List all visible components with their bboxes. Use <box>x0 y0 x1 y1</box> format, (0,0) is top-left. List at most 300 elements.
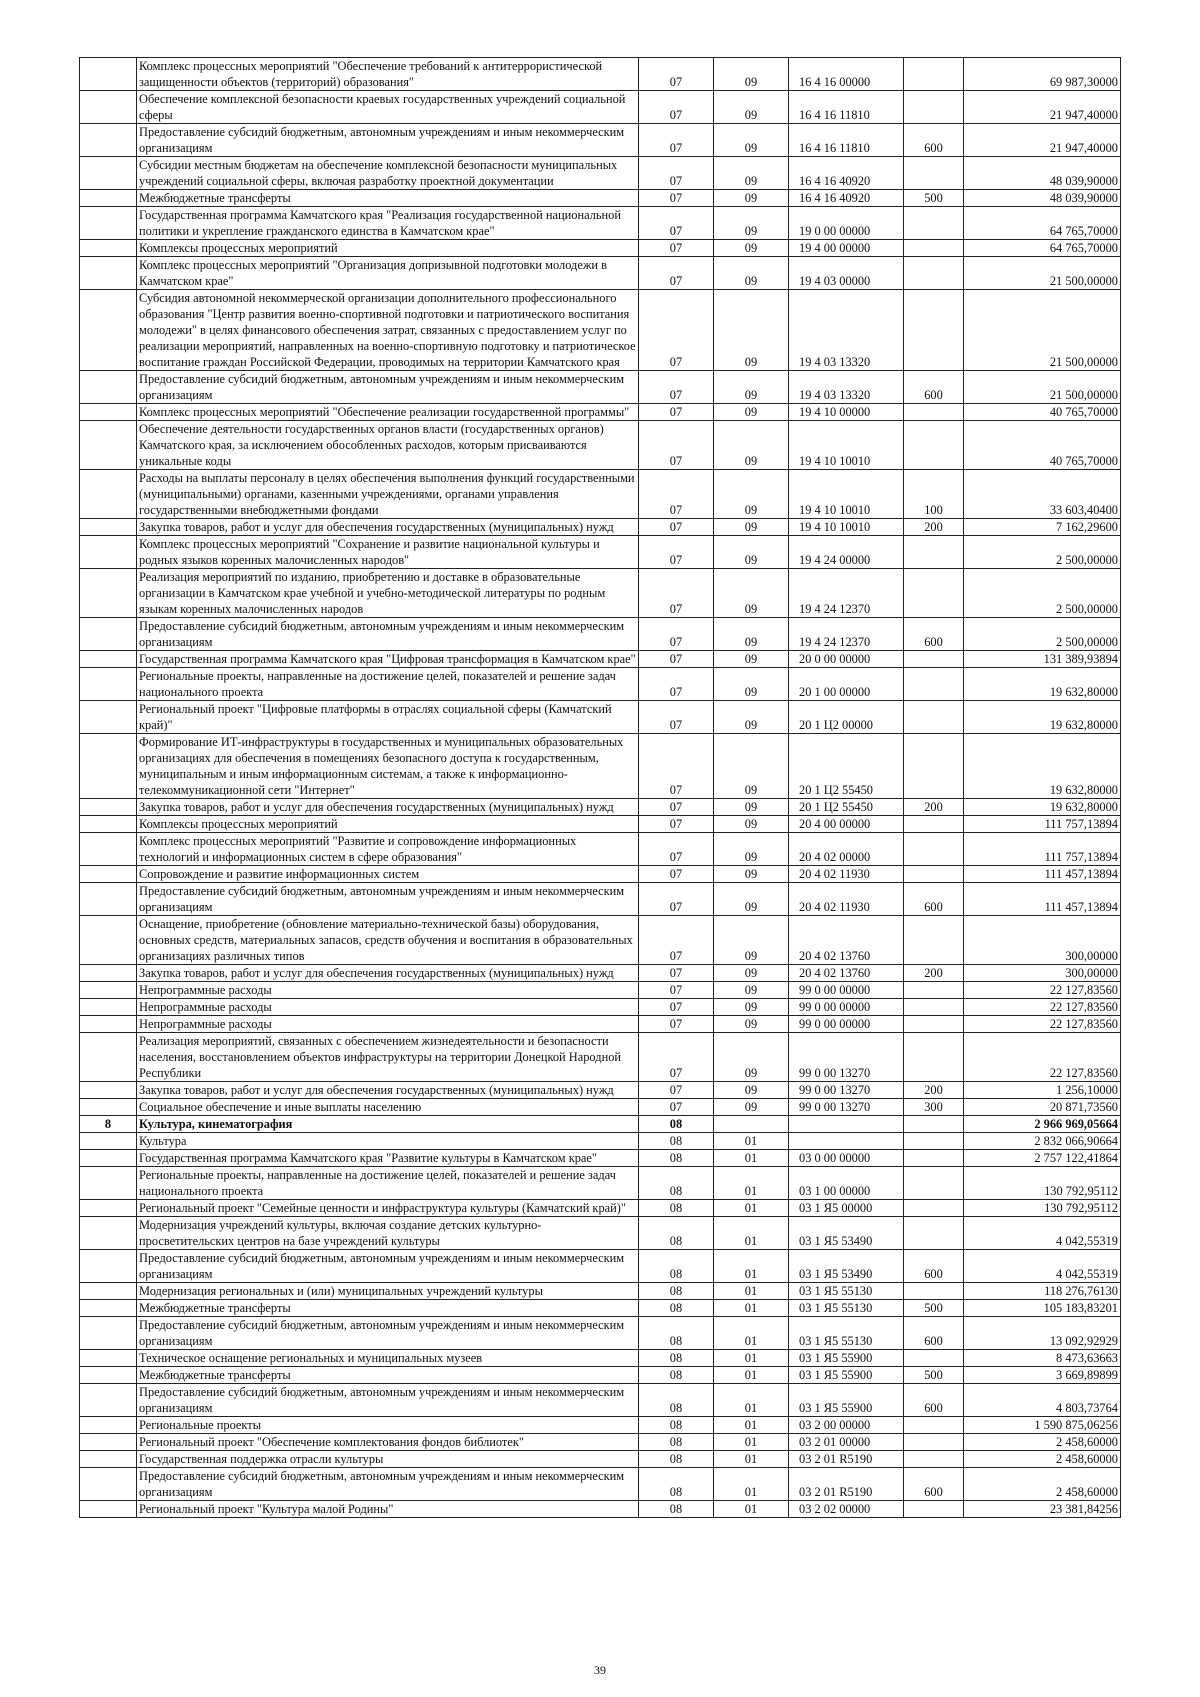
section-code-cell: 07 <box>639 190 714 207</box>
target-article-cell: 99 0 00 00000 <box>789 982 904 999</box>
target-article-cell: 20 1 00 00000 <box>789 668 904 701</box>
expense-type-cell <box>904 1033 964 1082</box>
row-name-cell: Обеспечение комплексной безопасности краевых государственных учреждений социальной сферы <box>137 91 639 124</box>
amount-cell: 111 457,13894 <box>964 883 1121 916</box>
target-article-cell: 03 1 Я5 55130 <box>789 1283 904 1300</box>
amount-cell: 300,00000 <box>964 965 1121 982</box>
expense-type-cell: 200 <box>904 519 964 536</box>
section-code-cell: 08 <box>639 1250 714 1283</box>
subsection-code-cell: 09 <box>714 421 789 470</box>
amount-cell: 2 757 122,41864 <box>964 1150 1121 1167</box>
row-number-cell <box>80 371 137 404</box>
row-name-cell: Комплекс процессных мероприятий "Организация допризывной подготовки молодежи в Камчатском крае" <box>137 257 639 290</box>
amount-cell: 64 765,70000 <box>964 207 1121 240</box>
table-row <box>80 1200 1121 1217</box>
amount-cell: 21 947,40000 <box>964 91 1121 124</box>
table-row <box>80 1250 1121 1283</box>
row-number-cell <box>80 982 137 999</box>
section-code-cell: 07 <box>639 470 714 519</box>
section-code-cell: 07 <box>639 1082 714 1099</box>
table-row <box>80 1283 1121 1300</box>
section-code-cell: 07 <box>639 965 714 982</box>
subsection-code-cell: 01 <box>714 1384 789 1417</box>
section-code-cell: 07 <box>639 404 714 421</box>
expense-type-cell <box>904 157 964 190</box>
subsection-code-cell: 01 <box>714 1434 789 1451</box>
row-number-cell <box>80 190 137 207</box>
budget-table-body <box>80 58 1121 1518</box>
table-row <box>80 536 1121 569</box>
target-article-cell: 99 0 00 00000 <box>789 1016 904 1033</box>
target-article-cell: 03 2 01 R5190 <box>789 1468 904 1501</box>
amount-cell: 2 500,00000 <box>964 536 1121 569</box>
target-article-cell: 19 4 24 12370 <box>789 569 904 618</box>
expense-type-cell: 600 <box>904 1384 964 1417</box>
row-name-cell: Межбюджетные трансферты <box>137 190 639 207</box>
target-article-cell: 19 4 24 00000 <box>789 536 904 569</box>
amount-cell: 19 632,80000 <box>964 799 1121 816</box>
amount-cell: 4 803,73764 <box>964 1384 1121 1417</box>
row-number-cell: 8 <box>80 1116 137 1133</box>
section-code-cell: 08 <box>639 1417 714 1434</box>
row-name-cell: Предоставление субсидий бюджетным, автономным учреждениям и иным некоммерческим организациям <box>137 124 639 157</box>
expense-type-cell <box>904 999 964 1016</box>
subsection-code-cell: 09 <box>714 799 789 816</box>
amount-cell: 19 632,80000 <box>964 701 1121 734</box>
table-row <box>80 1099 1121 1116</box>
subsection-code-cell: 09 <box>714 982 789 999</box>
table-row <box>80 618 1121 651</box>
subsection-code-cell: 01 <box>714 1150 789 1167</box>
section-code-cell: 07 <box>639 421 714 470</box>
amount-cell: 40 765,70000 <box>964 404 1121 421</box>
expense-type-cell: 100 <box>904 470 964 519</box>
expense-type-cell <box>904 833 964 866</box>
row-name-cell: Техническое оснащение региональных и муниципальных музеев <box>137 1350 639 1367</box>
row-name-cell: Сопровождение и развитие информационных систем <box>137 866 639 883</box>
amount-cell: 33 603,40400 <box>964 470 1121 519</box>
target-article-cell: 19 4 10 00000 <box>789 404 904 421</box>
amount-cell: 2 458,60000 <box>964 1451 1121 1468</box>
expense-type-cell: 500 <box>904 190 964 207</box>
target-article-cell: 03 1 00 00000 <box>789 1167 904 1200</box>
table-row <box>80 1384 1121 1417</box>
expense-type-cell <box>904 651 964 668</box>
expense-type-cell <box>904 1350 964 1367</box>
expense-type-cell <box>904 1200 964 1217</box>
page-number: 39 <box>594 1663 606 1677</box>
expense-type-cell <box>904 916 964 965</box>
row-number-cell <box>80 157 137 190</box>
target-article-cell: 19 0 00 00000 <box>789 207 904 240</box>
row-name-cell: Государственная программа Камчатского края "Развитие культуры в Камчатском крае" <box>137 1150 639 1167</box>
target-article-cell: 03 1 Я5 00000 <box>789 1200 904 1217</box>
row-number-cell <box>80 1133 137 1150</box>
table-row <box>80 569 1121 618</box>
table-row <box>80 207 1121 240</box>
section-code-cell: 07 <box>639 883 714 916</box>
row-number-cell <box>80 1200 137 1217</box>
section-code-cell: 08 <box>639 1317 714 1350</box>
subsection-code-cell: 01 <box>714 1417 789 1434</box>
subsection-code-cell: 09 <box>714 734 789 799</box>
subsection-code-cell: 09 <box>714 701 789 734</box>
row-name-cell: Непрограммные расходы <box>137 1016 639 1033</box>
section-code-cell: 07 <box>639 124 714 157</box>
row-number-cell <box>80 207 137 240</box>
subsection-code-cell: 09 <box>714 816 789 833</box>
target-article-cell <box>789 1116 904 1133</box>
expense-type-cell <box>904 1016 964 1033</box>
table-row <box>80 982 1121 999</box>
subsection-code-cell: 01 <box>714 1451 789 1468</box>
amount-cell: 4 042,55319 <box>964 1217 1121 1250</box>
section-code-cell: 08 <box>639 1434 714 1451</box>
row-name-cell: Закупка товаров, работ и услуг для обеспечения государственных (муниципальных) нужд <box>137 1082 639 1099</box>
row-name-cell: Непрограммные расходы <box>137 999 639 1016</box>
row-name-cell: Государственная поддержка отрасли культуры <box>137 1451 639 1468</box>
subsection-code-cell: 01 <box>714 1217 789 1250</box>
amount-cell: 48 039,90000 <box>964 190 1121 207</box>
subsection-code-cell: 09 <box>714 1033 789 1082</box>
expense-type-cell <box>904 257 964 290</box>
row-number-cell <box>80 816 137 833</box>
subsection-code-cell: 09 <box>714 124 789 157</box>
subsection-code-cell: 09 <box>714 157 789 190</box>
row-number-cell <box>80 58 137 91</box>
row-number-cell <box>80 1016 137 1033</box>
amount-cell: 13 092,92929 <box>964 1317 1121 1350</box>
target-article-cell: 03 1 Я5 55130 <box>789 1317 904 1350</box>
row-number-cell <box>80 1217 137 1250</box>
expense-type-cell <box>904 1217 964 1250</box>
row-number-cell <box>80 1468 137 1501</box>
subsection-code-cell: 09 <box>714 190 789 207</box>
amount-cell: 22 127,83560 <box>964 982 1121 999</box>
target-article-cell: 99 0 00 13270 <box>789 1082 904 1099</box>
row-number-cell <box>80 799 137 816</box>
table-row <box>80 240 1121 257</box>
amount-cell: 2 966 969,05664 <box>964 1116 1121 1133</box>
target-article-cell: 03 2 02 00000 <box>789 1501 904 1518</box>
row-number-cell <box>80 290 137 371</box>
target-article-cell: 03 1 Я5 55900 <box>789 1384 904 1417</box>
amount-cell: 19 632,80000 <box>964 668 1121 701</box>
subsection-code-cell: 09 <box>714 207 789 240</box>
section-code-cell: 08 <box>639 1133 714 1150</box>
subsection-code-cell: 01 <box>714 1468 789 1501</box>
section-code-cell: 08 <box>639 1217 714 1250</box>
subsection-code-cell: 09 <box>714 58 789 91</box>
subsection-code-cell: 01 <box>714 1133 789 1150</box>
section-code-cell: 07 <box>639 701 714 734</box>
row-name-cell: Социальное обеспечение и иные выплаты населению <box>137 1099 639 1116</box>
row-name-cell: Закупка товаров, работ и услуг для обеспечения государственных (муниципальных) нужд <box>137 519 639 536</box>
expense-type-cell <box>904 982 964 999</box>
expense-type-cell <box>904 240 964 257</box>
subsection-code-cell: 09 <box>714 404 789 421</box>
target-article-cell: 20 0 00 00000 <box>789 651 904 668</box>
expense-type-cell: 200 <box>904 799 964 816</box>
row-name-cell: Субсидия автономной некоммерческой организации дополнительного профессионального образования "Центр развития военно-спортивной подготовки и патриотического воспитания молодежи" в целях финансового обеспечения затрат, связанных с предоставлением услуг по реализации мероприятий, направленных на военно-спортивную подготовку и патриотическое воспитание граждан Российской Федерации, проводимых на территории Камчатского края <box>137 290 639 371</box>
row-name-cell: Государственная программа Камчатского края "Цифровая трансформация в Камчатском крае" <box>137 651 639 668</box>
section-code-cell: 08 <box>639 1150 714 1167</box>
table-row <box>80 1133 1121 1150</box>
row-name-cell: Региональный проект "Культура малой Родины" <box>137 1501 639 1518</box>
subsection-code-cell: 09 <box>714 1082 789 1099</box>
expense-type-cell: 600 <box>904 371 964 404</box>
amount-cell: 2 832 066,90664 <box>964 1133 1121 1150</box>
row-number-cell <box>80 240 137 257</box>
table-row <box>80 1451 1121 1468</box>
expense-type-cell <box>904 668 964 701</box>
target-article-cell: 19 4 03 00000 <box>789 257 904 290</box>
subsection-code-cell: 01 <box>714 1200 789 1217</box>
subsection-code-cell: 01 <box>714 1350 789 1367</box>
table-row <box>80 1033 1121 1082</box>
expense-type-cell <box>904 207 964 240</box>
section-code-cell: 08 <box>639 1167 714 1200</box>
target-article-cell: 99 0 00 13270 <box>789 1033 904 1082</box>
target-article-cell: 19 4 10 10010 <box>789 470 904 519</box>
subsection-code-cell: 09 <box>714 371 789 404</box>
expense-type-cell: 600 <box>904 1250 964 1283</box>
row-name-cell: Комплекс процессных мероприятий "Обеспечение реализации государственной программы" <box>137 404 639 421</box>
amount-cell: 2 500,00000 <box>964 618 1121 651</box>
row-number-cell <box>80 1501 137 1518</box>
row-number-cell <box>80 91 137 124</box>
row-number-cell <box>80 833 137 866</box>
row-number-cell <box>80 866 137 883</box>
expense-type-cell <box>904 1167 964 1200</box>
amount-cell: 19 632,80000 <box>964 734 1121 799</box>
row-number-cell <box>80 1317 137 1350</box>
table-row <box>80 58 1121 91</box>
row-number-cell <box>80 1082 137 1099</box>
target-article-cell: 20 4 02 11930 <box>789 866 904 883</box>
table-row <box>80 965 1121 982</box>
amount-cell: 3 669,89899 <box>964 1367 1121 1384</box>
row-number-cell <box>80 421 137 470</box>
row-number-cell <box>80 999 137 1016</box>
row-name-cell: Модернизация региональных и (или) муниципальных учреждений культуры <box>137 1283 639 1300</box>
subsection-code-cell: 09 <box>714 651 789 668</box>
expense-type-cell <box>904 1501 964 1518</box>
row-name-cell: Комплексы процессных мероприятий <box>137 816 639 833</box>
row-name-cell: Региональный проект "Цифровые платформы в отраслях социальной сферы (Камчатский край)" <box>137 701 639 734</box>
row-number-cell <box>80 1033 137 1082</box>
row-name-cell: Предоставление субсидий бюджетным, автономным учреждениям и иным некоммерческим организациям <box>137 1317 639 1350</box>
subsection-code-cell: 01 <box>714 1250 789 1283</box>
amount-cell: 8 473,63663 <box>964 1350 1121 1367</box>
amount-cell: 21 500,00000 <box>964 290 1121 371</box>
row-name-cell: Комплекс процессных мероприятий "Развитие и сопровождение информационных технологий и информационных систем в сфере образования" <box>137 833 639 866</box>
table-row <box>80 404 1121 421</box>
target-article-cell: 20 4 02 00000 <box>789 833 904 866</box>
row-number-cell <box>80 734 137 799</box>
section-code-cell: 07 <box>639 536 714 569</box>
row-name-cell: Реализация мероприятий по изданию, приобретению и доставке в образовательные организации в Камчатском крае учебной и учебно-методической литературы по родным языкам коренных малочисленных народов <box>137 569 639 618</box>
amount-cell: 22 127,83560 <box>964 1016 1121 1033</box>
row-name-cell: Региональные проекты, направленные на достижение целей, показателей и решение задач национального проекта <box>137 1167 639 1200</box>
expense-type-cell <box>904 816 964 833</box>
amount-cell: 7 162,29600 <box>964 519 1121 536</box>
row-number-cell <box>80 701 137 734</box>
row-name-cell: Региональный проект "Семейные ценности и инфраструктура культуры (Камчатский край)" <box>137 1200 639 1217</box>
row-number-cell <box>80 1150 137 1167</box>
expense-type-cell: 600 <box>904 1468 964 1501</box>
table-row <box>80 883 1121 916</box>
table-row <box>80 1367 1121 1384</box>
budget-table <box>79 57 1121 1518</box>
expense-type-cell <box>904 536 964 569</box>
amount-cell: 21 500,00000 <box>964 371 1121 404</box>
target-article-cell: 19 4 10 10010 <box>789 421 904 470</box>
expense-type-cell <box>904 1283 964 1300</box>
row-number-cell <box>80 470 137 519</box>
subsection-code-cell: 01 <box>714 1501 789 1518</box>
row-number-cell <box>80 1250 137 1283</box>
row-name-cell: Межбюджетные трансферты <box>137 1367 639 1384</box>
subsection-code-cell: 09 <box>714 1099 789 1116</box>
row-number-cell <box>80 916 137 965</box>
expense-type-cell <box>904 734 964 799</box>
subsection-code-cell: 09 <box>714 999 789 1016</box>
row-name-cell: Культура <box>137 1133 639 1150</box>
target-article-cell: 19 4 03 13320 <box>789 290 904 371</box>
row-number-cell <box>80 1417 137 1434</box>
table-row <box>80 816 1121 833</box>
row-number-cell <box>80 257 137 290</box>
section-code-cell: 07 <box>639 799 714 816</box>
row-name-cell: Государственная программа Камчатского края "Реализация государственной национальной политики и укрепление гражданского единства в Камчатском крае" <box>137 207 639 240</box>
expense-type-cell <box>904 290 964 371</box>
row-number-cell <box>80 1384 137 1417</box>
section-code-cell: 07 <box>639 1033 714 1082</box>
subsection-code-cell: 01 <box>714 1317 789 1350</box>
section-code-cell: 07 <box>639 569 714 618</box>
table-row <box>80 1417 1121 1434</box>
row-name-cell: Культура, кинематография <box>137 1116 639 1133</box>
subsection-code-cell: 09 <box>714 883 789 916</box>
subsection-code-cell: 09 <box>714 1016 789 1033</box>
section-code-cell: 07 <box>639 651 714 668</box>
amount-cell: 118 276,76130 <box>964 1283 1121 1300</box>
amount-cell: 2 458,60000 <box>964 1468 1121 1501</box>
subsection-code-cell: 09 <box>714 618 789 651</box>
target-article-cell <box>789 1133 904 1150</box>
subsection-code-cell: 09 <box>714 866 789 883</box>
row-name-cell: Региональный проект "Обеспечение комплектования фондов библиотек" <box>137 1434 639 1451</box>
subsection-code-cell <box>714 1116 789 1133</box>
section-code-cell: 07 <box>639 866 714 883</box>
subsection-code-cell: 01 <box>714 1283 789 1300</box>
subsection-code-cell: 09 <box>714 833 789 866</box>
row-name-cell: Субсидии местным бюджетам на обеспечение комплексной безопасности муниципальных учреждений социальной сферы, включая разработку проектной документации <box>137 157 639 190</box>
row-number-cell <box>80 536 137 569</box>
row-name-cell: Закупка товаров, работ и услуг для обеспечения государственных (муниципальных) нужд <box>137 965 639 982</box>
expense-type-cell <box>904 1417 964 1434</box>
target-article-cell: 20 4 02 13760 <box>789 965 904 982</box>
section-code-cell: 07 <box>639 1016 714 1033</box>
section-code-cell: 07 <box>639 91 714 124</box>
table-row <box>80 668 1121 701</box>
section-code-cell: 08 <box>639 1116 714 1133</box>
section-code-cell: 07 <box>639 816 714 833</box>
table-row <box>80 701 1121 734</box>
amount-cell: 48 039,90000 <box>964 157 1121 190</box>
subsection-code-cell: 09 <box>714 240 789 257</box>
target-article-cell: 20 4 02 13760 <box>789 916 904 965</box>
target-article-cell: 20 4 00 00000 <box>789 816 904 833</box>
section-code-cell: 07 <box>639 207 714 240</box>
amount-cell: 2 500,00000 <box>964 569 1121 618</box>
target-article-cell: 03 0 00 00000 <box>789 1150 904 1167</box>
amount-cell: 22 127,83560 <box>964 1033 1121 1082</box>
row-name-cell: Комплекс процессных мероприятий "Обеспечение требований к антитеррористической защищенности объектов (территорий) образования" <box>137 58 639 91</box>
section-code-cell: 07 <box>639 58 714 91</box>
subsection-code-cell: 01 <box>714 1300 789 1317</box>
expense-type-cell: 600 <box>904 1317 964 1350</box>
row-number-cell <box>80 883 137 916</box>
table-row <box>80 1468 1121 1501</box>
row-number-cell <box>80 519 137 536</box>
target-article-cell: 03 2 01 R5190 <box>789 1451 904 1468</box>
row-name-cell: Непрограммные расходы <box>137 982 639 999</box>
table-row <box>80 916 1121 965</box>
section-code-cell: 07 <box>639 618 714 651</box>
table-row <box>80 157 1121 190</box>
section-code-cell: 07 <box>639 1099 714 1116</box>
row-number-cell <box>80 404 137 421</box>
row-name-cell: Предоставление субсидий бюджетным, автономным учреждениям и иным некоммерческим организациям <box>137 618 639 651</box>
target-article-cell: 16 4 16 11810 <box>789 91 904 124</box>
amount-cell: 111 757,13894 <box>964 833 1121 866</box>
table-row <box>80 1217 1121 1250</box>
table-row <box>80 470 1121 519</box>
section-code-cell: 07 <box>639 240 714 257</box>
row-name-cell: Закупка товаров, работ и услуг для обеспечения государственных (муниципальных) нужд <box>137 799 639 816</box>
expense-type-cell: 600 <box>904 124 964 157</box>
target-article-cell: 03 1 Я5 55900 <box>789 1367 904 1384</box>
row-name-cell: Региональные проекты, направленные на достижение целей, показателей и решение задач национального проекта <box>137 668 639 701</box>
section-code-cell: 07 <box>639 257 714 290</box>
section-code-cell: 08 <box>639 1367 714 1384</box>
row-name-cell: Обеспечение деятельности государственных органов власти (государственных органов) Камчатского края, за исключением обособленных расходов, которым присваиваются уникальные коды <box>137 421 639 470</box>
table-row <box>80 257 1121 290</box>
target-article-cell: 19 4 10 10010 <box>789 519 904 536</box>
table-row <box>80 1082 1121 1099</box>
row-name-cell: Реализация мероприятий, связанных с обеспечением жизнедеятельности и безопасности населения, восстановлением объектов инфраструктуры на территории Донецкой Народной Республики <box>137 1033 639 1082</box>
table-row <box>80 1434 1121 1451</box>
row-number-cell <box>80 569 137 618</box>
section-code-cell: 07 <box>639 668 714 701</box>
amount-cell: 300,00000 <box>964 916 1121 965</box>
amount-cell: 130 792,95112 <box>964 1200 1121 1217</box>
amount-cell: 2 458,60000 <box>964 1434 1121 1451</box>
section-code-cell: 07 <box>639 290 714 371</box>
section-code-cell: 07 <box>639 999 714 1016</box>
row-name-cell: Формирование ИТ-инфраструктуры в государственных и муниципальных образовательных организациях для обеспечения в помещениях безопасного доступа к государственным, муниципальным и иным информационным системам, а также к информационно-телекоммуникационной сети "Интернет" <box>137 734 639 799</box>
expense-type-cell <box>904 1116 964 1133</box>
section-code-cell: 07 <box>639 833 714 866</box>
row-name-cell: Предоставление субсидий бюджетным, автономным учреждениям и иным некоммерческим организациям <box>137 371 639 404</box>
section-code-cell: 07 <box>639 734 714 799</box>
subsection-code-cell: 09 <box>714 91 789 124</box>
expense-type-cell <box>904 404 964 421</box>
expense-type-cell <box>904 569 964 618</box>
table-row <box>80 1501 1121 1518</box>
